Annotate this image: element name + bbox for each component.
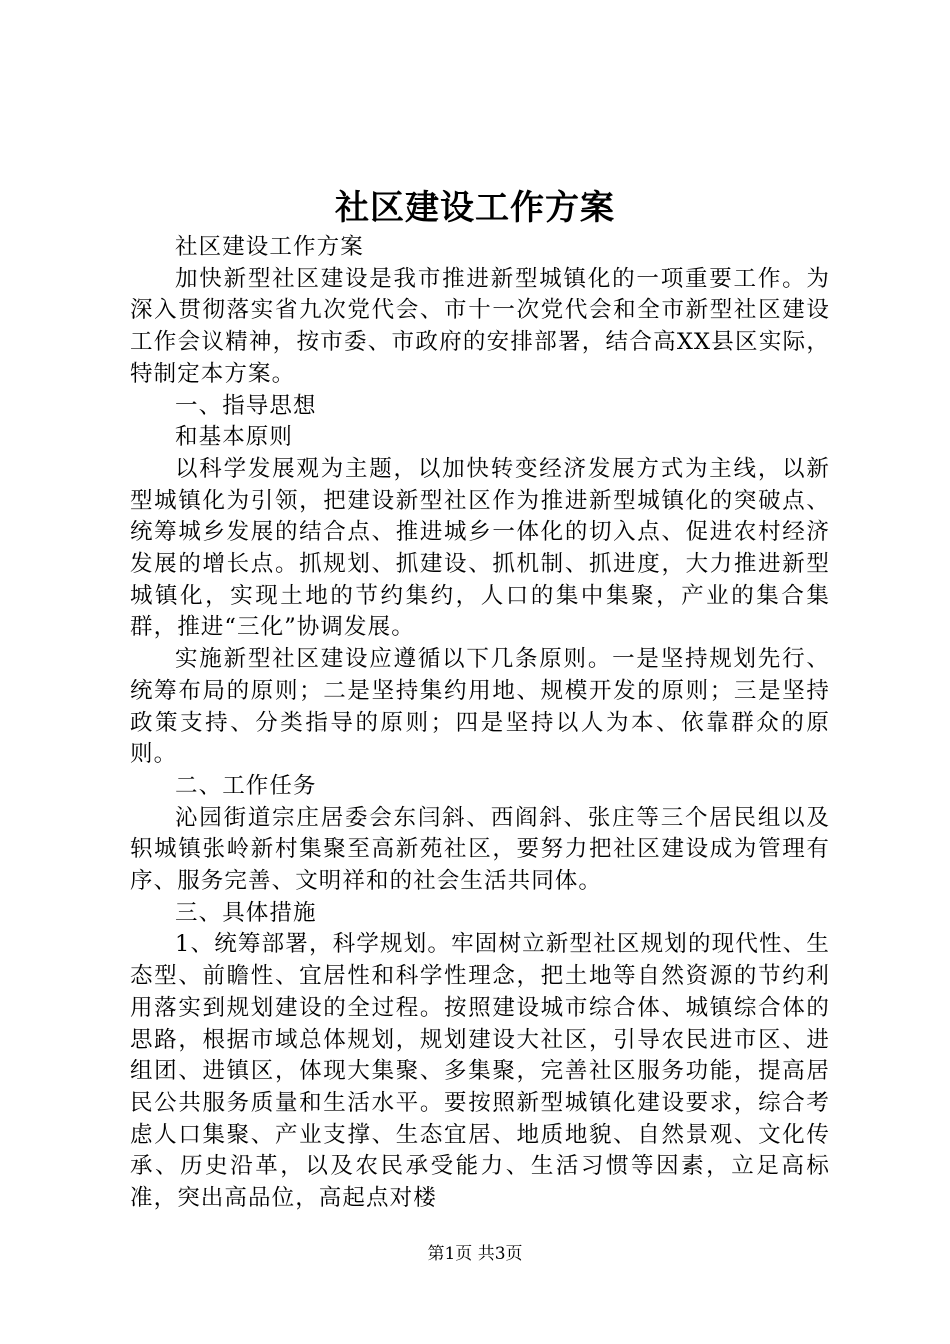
- document-title: 社区建设工作方案: [335, 188, 615, 228]
- heading-guiding-thought: 一、指导思想: [175, 392, 317, 419]
- paragraph-guiding-thought: 以科学发展观为主题，以加快转变经济发展方式为主线，以新型城镇化为引领，把建设新型社区作为推进新型城镇化的突破点、统筹城乡发展的结合点、推进城乡一体化的切入点、促进农村经济发展的增长点。抓规划、抓建设、抓机制、抓进度，大力推进新型城镇化，实现土地的节约集约，人口的集中集聚，产业的集合集群，推进“三化”协调发展。: [130, 455, 830, 641]
- document-body: [130, 232, 830, 1215]
- heading-specific-measures: 三、具体措施: [175, 899, 317, 926]
- page-footer: 第1页 共3页: [427, 1244, 523, 1264]
- heading-work-tasks: 二、工作任务: [175, 772, 317, 799]
- paragraph-intro: 加快新型社区建设是我市推进新型城镇化的一项重要工作。为深入贯彻落实省九次党代会、市十一次党代会和全市新型社区建设工作会议精神，按市委、市政府的安排部署，结合高XX县区实际，特制定本方案。: [130, 265, 830, 387]
- paragraph-subtitle: 社区建设工作方案: [175, 234, 364, 260]
- paragraph-principles: 实施新型社区建设应遵循以下几条原则。一是坚持规划先行、统筹布局的原则；二是坚持集约用地、规模开发的原则；三是坚持政策支持、分类指导的原则；四是坚持以人为本、依靠群众的原则。: [130, 646, 830, 768]
- paragraph-work-tasks: 沁园街道宗庄居委会东闫斜、西阎斜、张庄等三个居民组以及轵城镇张岭新村集聚至高新苑社区，要努力把社区建设成为管理有序、服务完善、文明祥和的社会生活共同体。: [130, 804, 830, 895]
- heading-basic-principles: 和基本原则: [175, 424, 294, 451]
- paragraph-measure-1: 1、统筹部署，科学规划。牢固树立新型社区规划的现代性、生态型、前瞻性、宜居性和科学性理念，把土地等自然资源的节约利用落实到规划建设的全过程。按照建设城市综合体、城镇综合体的思路，根据市域总体规划，规划建设大社区，引导农民进市区、进组团、进镇区，体现大集聚、多集聚，完善社区服务功能，提高居民公共服务质量和生活水平。要按照新型城镇化建设要求，综合考虑人口集聚、产业支撑、生态宜居、地质地貌、自然景观、文化传承、历史沿革，以及农民承受能力、生活习惯等因素，立足高标准，突出高品位，高起点对楼: [130, 931, 830, 1212]
